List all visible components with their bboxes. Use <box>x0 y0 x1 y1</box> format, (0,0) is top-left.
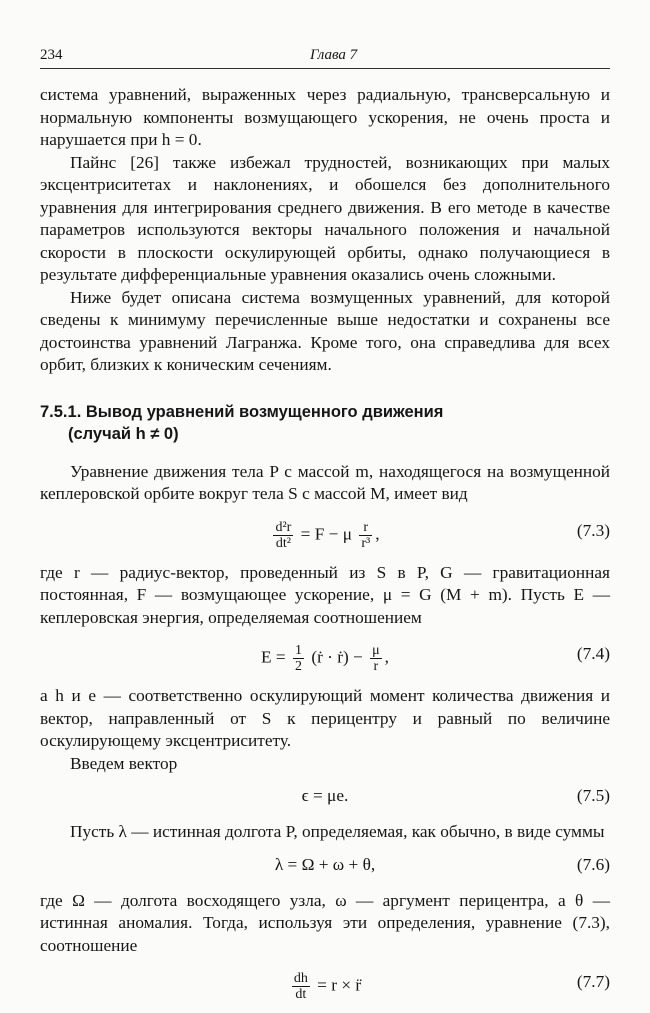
equation-7-3: $\frac{\text{d²r}}{\text{dt²}}$ = F − μ $\frac{r}{\text{r³}}$ , (7.3) <box>275 519 610 551</box>
running-header <box>40 44 610 66</box>
header-rule <box>40 68 610 69</box>
equation-number: (7.5) <box>576 786 610 805</box>
fraction-dh-dt: $\frac{dh}{dt}$ <box>293 971 308 1002</box>
section-heading-line-1: 7.5.1. Вывод уравнений возмущенного движения <box>40 402 444 421</box>
fraction-d2r-dt2: $\frac{\text{d²r}}{\text{dt²}}$ <box>275 519 292 551</box>
paragraph-7: Введем вектор <box>70 753 178 773</box>
page-body <box>40 84 610 1013</box>
paragraph-2: Пайнс [26] также избежал трудностей, возникающих при малых эксцентриситетах и наклонениях, и обошелся без дополнительного уравнения для интегрирования среднего движения. В его методе в качестве параметров используются векторы начального положения и начальной скорости в плоскости оскулирующей орбиты, однако получающиеся в результате дифференциальные уравнения оказались очень сложными. <box>40 152 610 284</box>
paragraph-1: система уравнений, выраженных через радиальную, трансверсальную и нормальную компоненты возмущающего ускорения, не очень проста и нарушается при h = 0. <box>40 85 610 149</box>
paragraph-5: где r — радиус-вектор, проведенный из S в P, G — гравитационная постоянная, F — возмущающее ускорение, μ = G (M + m). Пусть E — кеплеровская энергия, определяемая соотношением <box>40 562 610 627</box>
equation-7-5: ϵ = μe. (7.5) <box>40 781 610 815</box>
fraction-half: $\frac{1}{2}$ <box>294 643 302 674</box>
section-heading-line-2: (случай h ≠ 0) <box>68 424 179 443</box>
paragraph-8: Пусть λ — истинная долгота P, определяемая, как обычно, в виде суммы <box>70 822 605 841</box>
section-heading <box>40 401 610 445</box>
equation-number: (7.6) <box>576 854 610 874</box>
paragraph-3: Ниже будет описана система возмущенных уравнений, для которой сведены к минимуму перечисленные выше недостатки и сохранены все достоинства уравнений Лагранжа. Кроме того, она справедлива для всех орбит, близких к коническим сечениям. <box>40 287 610 374</box>
equation-7-6: λ = Ω + ω + θ, (7.6) <box>40 850 610 884</box>
fraction-mu-r: $\frac{\mu}{r}$ <box>372 643 380 674</box>
equation-7-4: E = $\frac{1}{2}$ (ṙ · ṙ) − $\frac{\mu}{r}$ , (7.4) <box>261 643 610 674</box>
equation-number: (7.4) <box>576 644 610 663</box>
paragraph-4: Уравнение движения тела P с массой m, находящегося на возмущенной кеплеровской орбите вокруг тела S с массой M, имеет вид <box>40 461 610 503</box>
fraction-r-r3: $\frac{r}{\text{r³}}$ <box>361 519 371 551</box>
equation-number: (7.7) <box>576 972 610 991</box>
page-number: 234 <box>40 47 63 63</box>
running-title: Глава 7 <box>310 47 358 63</box>
paragraph-6: a h и e — соответственно оскулирующий момент количества движения и вектор, направленный от S к перицентру и равный по величине оскулирующему эксцентриситету. <box>40 686 610 750</box>
equation-number: (7.3) <box>576 520 610 540</box>
paragraph-9: где Ω — долгота восходящего узла, ω — аргумент перицентра, а θ — истинная аномалия. Тогда, используя эти определения, уравнение (7.3), соотношение <box>40 890 610 955</box>
equation-7-7: $\frac{dh}{dt}$ = r × r̈ (7.7) <box>293 971 610 1002</box>
